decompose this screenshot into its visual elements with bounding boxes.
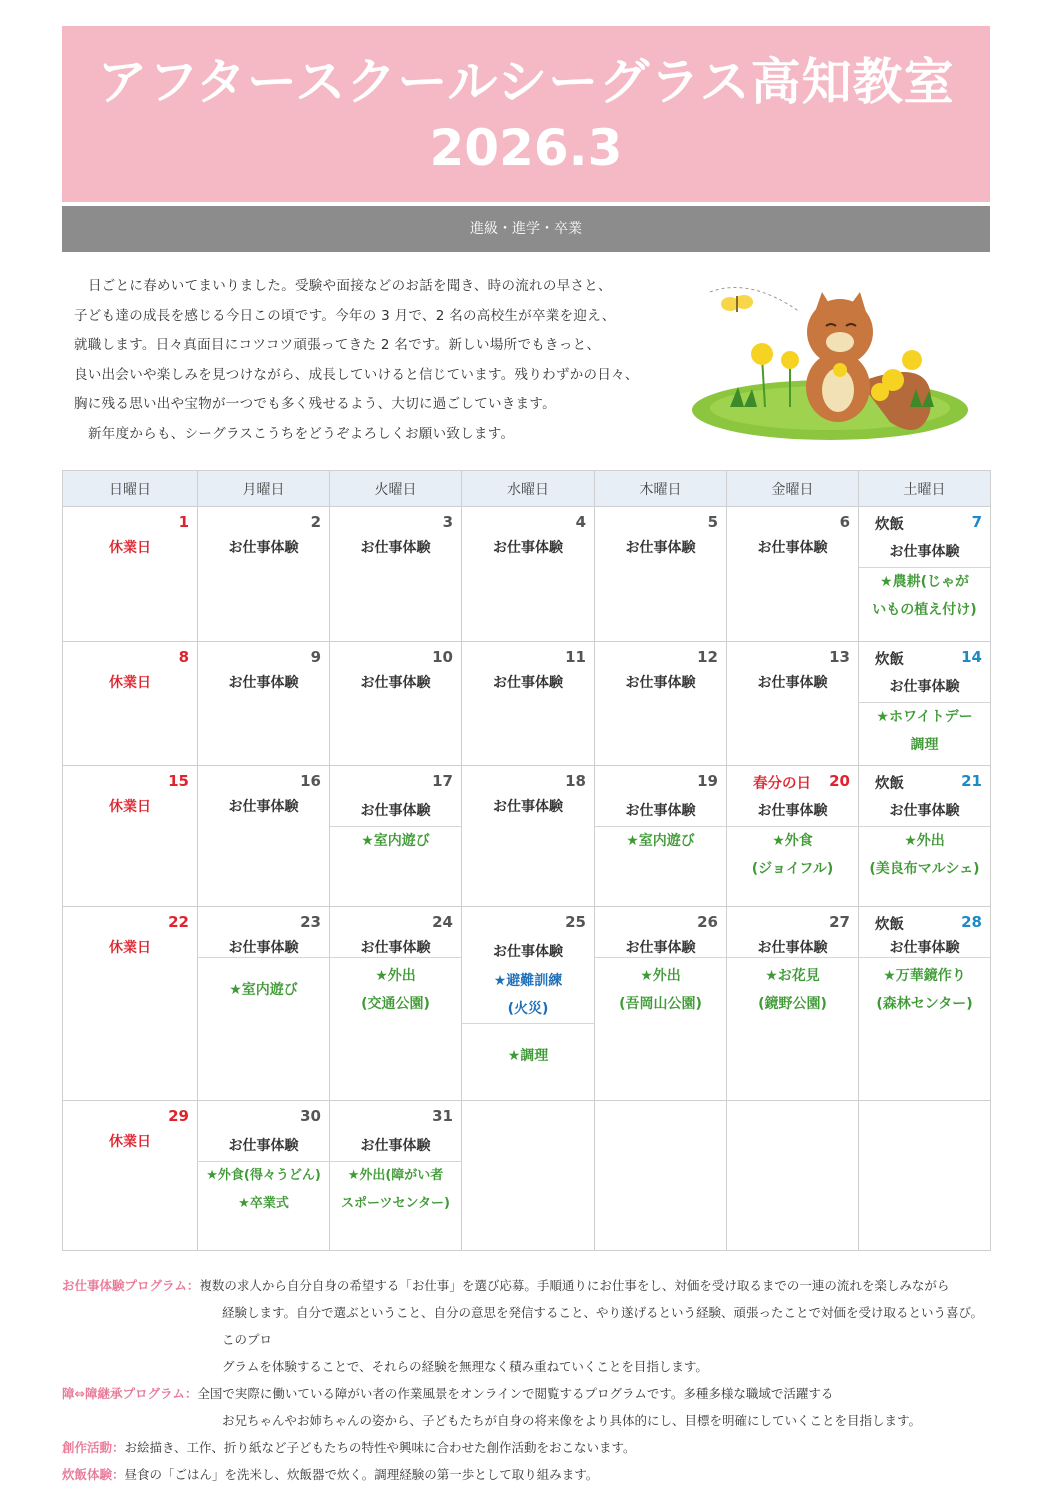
intro-line: 子ども達の成長を感じる今日この頃です。今年の 3 月で、2 名の高校生が卒業を迎え、 (74, 307, 616, 324)
activity: ★室内遊び (595, 826, 726, 855)
holiday-label: 休業日 (109, 1134, 151, 1150)
work-experience-label: お仕事体験 (228, 1138, 299, 1154)
note-inheritance-program (62, 1380, 992, 1407)
weekday-mon: 月曜日 (198, 471, 330, 507)
program-notes (62, 1272, 992, 1488)
day-cell (63, 507, 198, 642)
work-experience-label: お仕事体験 (360, 803, 431, 819)
note-label: 創作活動： (62, 1440, 125, 1455)
empty-cell (859, 1101, 991, 1251)
note-label: 障⇔障継承プログラム： (62, 1386, 198, 1401)
day-cell (727, 907, 859, 1101)
day-cell (595, 642, 727, 766)
intro-line: 胸に残る思い出や宝物が一つでも多く残せるよう、大切に過ごしていきます。 (74, 396, 556, 412)
work-experience-label: お仕事体験 (228, 540, 299, 556)
day-number: 5 (707, 513, 718, 531)
day-cell (727, 507, 859, 642)
day-number: 10 (432, 648, 453, 666)
day-cell (727, 766, 859, 907)
day-cell (198, 1101, 330, 1251)
intro-line: 良い出会いや楽しみを見つけながら、成長していけると信じています。残りわずかの日々、 (74, 366, 639, 383)
intro-line: 就職します。日々真面目にコツコツ頑張ってきた 2 名です。新しい場所でもきっと、 (74, 337, 601, 353)
work-experience-label: お仕事体験 (625, 940, 696, 956)
note-text: お絵描き、工作、折り紙など子どもたちの特性や興味に合わせた創作活動をおこないます。 (124, 1440, 636, 1455)
activity: ★お花見 (鏡野公園) (727, 957, 858, 1021)
activity: ★外出 (吾岡山公園) (595, 957, 726, 1021)
day-number: 31 (432, 1107, 453, 1125)
day-number: 25 (565, 913, 586, 931)
note-text: 複数の求人から自分自身の希望する「お仕事」を選び応募。手順通りにお仕事をし、対価を受け取るまでの一連の流れを楽しみながら (199, 1278, 950, 1293)
star-icon: ★ (883, 967, 896, 984)
star-icon: ★ (361, 833, 374, 849)
cook-label: 炊飯 (875, 917, 904, 933)
day-number: 18 (565, 772, 586, 790)
weekday-tue: 火曜日 (330, 471, 462, 507)
week-row (63, 907, 991, 1101)
day-number: 30 (300, 1107, 321, 1125)
day-number: 21 (961, 772, 982, 790)
note-continuation (62, 1407, 992, 1434)
weekday-sat: 土曜日 (859, 471, 991, 507)
note-text: 全国で実際に働いている障がい者の作業風景をオンラインで閲覧するプログラムです。多種多様な職域で活躍する (197, 1386, 834, 1401)
day-number: 8 (178, 648, 189, 666)
day-cell (330, 642, 462, 766)
day-cell (330, 507, 462, 642)
day-cell (63, 642, 198, 766)
day-number: 9 (310, 648, 321, 666)
activity: ★調理 (462, 1023, 594, 1087)
weekday-sun: 日曜日 (63, 471, 198, 507)
day-number: 3 (442, 513, 453, 531)
star-icon: ★ (880, 574, 893, 590)
activity: ★万華鏡作り (森林センター) (859, 957, 990, 1021)
page-title: アフタースクールシーグラス高知教室 (97, 53, 955, 111)
work-experience-label: お仕事体験 (493, 540, 563, 556)
work-experience-label: お仕事体験 (889, 940, 960, 956)
note-continuation (62, 1353, 992, 1380)
day-number: 16 (300, 772, 321, 790)
holiday-label: 休業日 (109, 799, 151, 815)
work-experience-label: お仕事体験 (625, 803, 696, 819)
intro-text (74, 272, 674, 449)
day-cell (859, 507, 991, 642)
cook-label: 炊飯 (875, 776, 904, 792)
work-experience-label: お仕事体験 (228, 675, 299, 691)
day-number: 7 (971, 513, 982, 531)
activity: ★室内遊び (330, 826, 461, 855)
work-experience-label: お仕事体験 (757, 675, 828, 691)
week-row (63, 1101, 991, 1251)
work-experience-label: お仕事体験 (757, 940, 828, 956)
day-number: 17 (432, 772, 453, 790)
day-cell (859, 907, 991, 1101)
work-experience-label: お仕事体験 (228, 940, 299, 956)
week-row (63, 766, 991, 907)
work-experience-label: お仕事体験 (757, 540, 828, 556)
weekday-thu: 木曜日 (595, 471, 727, 507)
month-title: 2026.3 (429, 119, 623, 177)
spring-equinox-label: 春分の日 (753, 776, 811, 792)
day-number: 4 (575, 513, 586, 531)
intro-line: 新年度からも、シーグラスこうちをどうぞよろしくお願い致します。 (88, 425, 515, 442)
note-work-program (62, 1272, 992, 1299)
activity: ★農耕(じゃが いもの植え付け) (859, 567, 990, 624)
activity: ★外出(障がい者 スポーツセンター) (330, 1161, 461, 1218)
work-experience-label: お仕事体験 (625, 540, 696, 556)
star-icon: ★ (765, 967, 778, 984)
work-experience-label: お仕事体験 (889, 803, 960, 819)
work-experience-label: お仕事体験 (889, 679, 960, 695)
day-cell (595, 766, 727, 907)
activity: ★外食(得々うどん) ★卒業式 (198, 1161, 329, 1218)
day-cell (63, 1101, 198, 1251)
work-experience-label: お仕事体験 (625, 675, 696, 691)
work-experience-label: お仕事体験 (360, 940, 431, 956)
week-row (63, 642, 991, 766)
intro-line: 日ごとに春めいてまいりました。受験や面接などのお話を聞き、時の流れの早さと、 (88, 278, 612, 294)
note-text: 昼食の「ごはん」を洗米し、炊飯器で炊く。調理経験の第一歩として取り組みます。 (124, 1467, 599, 1482)
activity-evacuation-drill: ★避難訓練 (火災) (493, 973, 563, 1017)
day-number: 12 (697, 648, 718, 666)
day-cell (198, 907, 330, 1101)
note-text: グラムを体験することで、それらの経験を無理なく積み重ねていくことを目指します。 (222, 1359, 708, 1374)
day-number: 29 (168, 1107, 189, 1125)
star-icon: ★ (375, 967, 388, 984)
day-cell (727, 642, 859, 766)
empty-cell (595, 1101, 727, 1251)
holiday-label: 休業日 (109, 940, 151, 956)
work-experience-label: お仕事体験 (360, 675, 431, 691)
star-icon: ★ (347, 1168, 360, 1183)
day-number: 26 (697, 913, 718, 931)
star-icon: ★ (206, 1168, 218, 1183)
day-cell (63, 907, 198, 1101)
note-continuation (62, 1299, 992, 1353)
day-number: 27 (829, 913, 850, 931)
theme-band: 進級・進学・卒業 (62, 206, 990, 252)
day-number: 23 (300, 913, 321, 931)
holiday-label: 休業日 (109, 675, 151, 691)
day-cell (462, 766, 595, 907)
day-cell (63, 766, 198, 907)
day-number: 20 (829, 772, 850, 790)
weekday-header-row (63, 471, 991, 507)
weekday-wed: 水曜日 (462, 471, 595, 507)
note-cooking (62, 1461, 992, 1488)
empty-cell (727, 1101, 859, 1251)
weekday-fri: 金曜日 (727, 471, 859, 507)
note-creative (62, 1434, 992, 1461)
day-number: 19 (697, 772, 718, 790)
work-experience-label: お仕事体験 (360, 540, 431, 556)
star-icon: ★ (507, 1047, 521, 1064)
activity: ★外出 (交通公園) (330, 957, 461, 1021)
star-icon: ★ (640, 967, 653, 984)
day-number: 13 (829, 648, 850, 666)
day-cell (198, 766, 330, 907)
work-experience-label: お仕事体験 (493, 675, 563, 691)
day-number: 14 (961, 648, 982, 666)
day-cell (462, 642, 595, 766)
calendar-table (62, 470, 991, 1251)
title-band (62, 26, 990, 202)
cook-label: 炊飯 (875, 517, 904, 533)
holiday-label: 休業日 (109, 540, 151, 556)
work-experience-label: お仕事体験 (493, 799, 563, 815)
activity: ★ホワイトデー 調理 (859, 702, 990, 759)
day-number: 22 (168, 913, 189, 931)
day-cell (595, 907, 727, 1101)
activity: ★室内遊び (198, 957, 329, 1021)
work-experience-label: お仕事体験 (757, 803, 828, 819)
note-text: お兄ちゃんやお姉ちゃんの姿から、子どもたちが自身の将来像をより具体的にし、目標を明確にしていくことを目指します。 (222, 1413, 922, 1428)
day-cell (859, 766, 991, 907)
butterfly-icon (721, 295, 753, 312)
day-cell (198, 642, 330, 766)
day-cell (462, 907, 595, 1101)
day-cell (198, 507, 330, 642)
work-experience-label: お仕事体験 (360, 1138, 431, 1154)
day-cell (595, 507, 727, 642)
day-number: 2 (310, 513, 321, 531)
star-icon: ★ (772, 833, 785, 849)
day-cell (462, 507, 595, 642)
activity: ★外食 (ジョイフル) (727, 826, 858, 883)
star-icon: ★ (238, 1196, 250, 1211)
work-experience-label: お仕事体験 (228, 799, 299, 815)
day-number: 1 (178, 513, 189, 531)
squirrel-illustration (690, 282, 980, 447)
work-experience-label: お仕事体験 (493, 944, 563, 960)
day-number: 6 (839, 513, 850, 531)
star-icon: ★ (229, 981, 242, 998)
empty-cell (462, 1101, 595, 1251)
star-icon: ★ (876, 709, 889, 725)
cook-label: 炊飯 (875, 652, 904, 668)
day-number: 11 (565, 648, 586, 666)
note-label: 炊飯体験： (62, 1467, 125, 1482)
day-cell (859, 642, 991, 766)
work-experience-label: お仕事体験 (889, 544, 960, 560)
day-number: 24 (432, 913, 453, 931)
note-text: 経験します。自分で選ぶということ、自分の意思を発信すること、やり遂げるという経験、頑張ったことで対価を受け取るという喜び。このプロ (222, 1305, 984, 1347)
week-row (63, 507, 991, 642)
star-icon: ★ (493, 973, 507, 989)
day-number: 15 (168, 772, 189, 790)
day-number: 28 (961, 913, 982, 931)
star-icon: ★ (626, 833, 639, 849)
note-label: お仕事体験プログラム： (62, 1278, 200, 1293)
day-cell (330, 766, 462, 907)
day-cell (330, 907, 462, 1101)
activity: ★外出 (美良布マルシェ) (859, 826, 990, 883)
star-icon: ★ (904, 833, 917, 849)
day-cell (330, 1101, 462, 1251)
